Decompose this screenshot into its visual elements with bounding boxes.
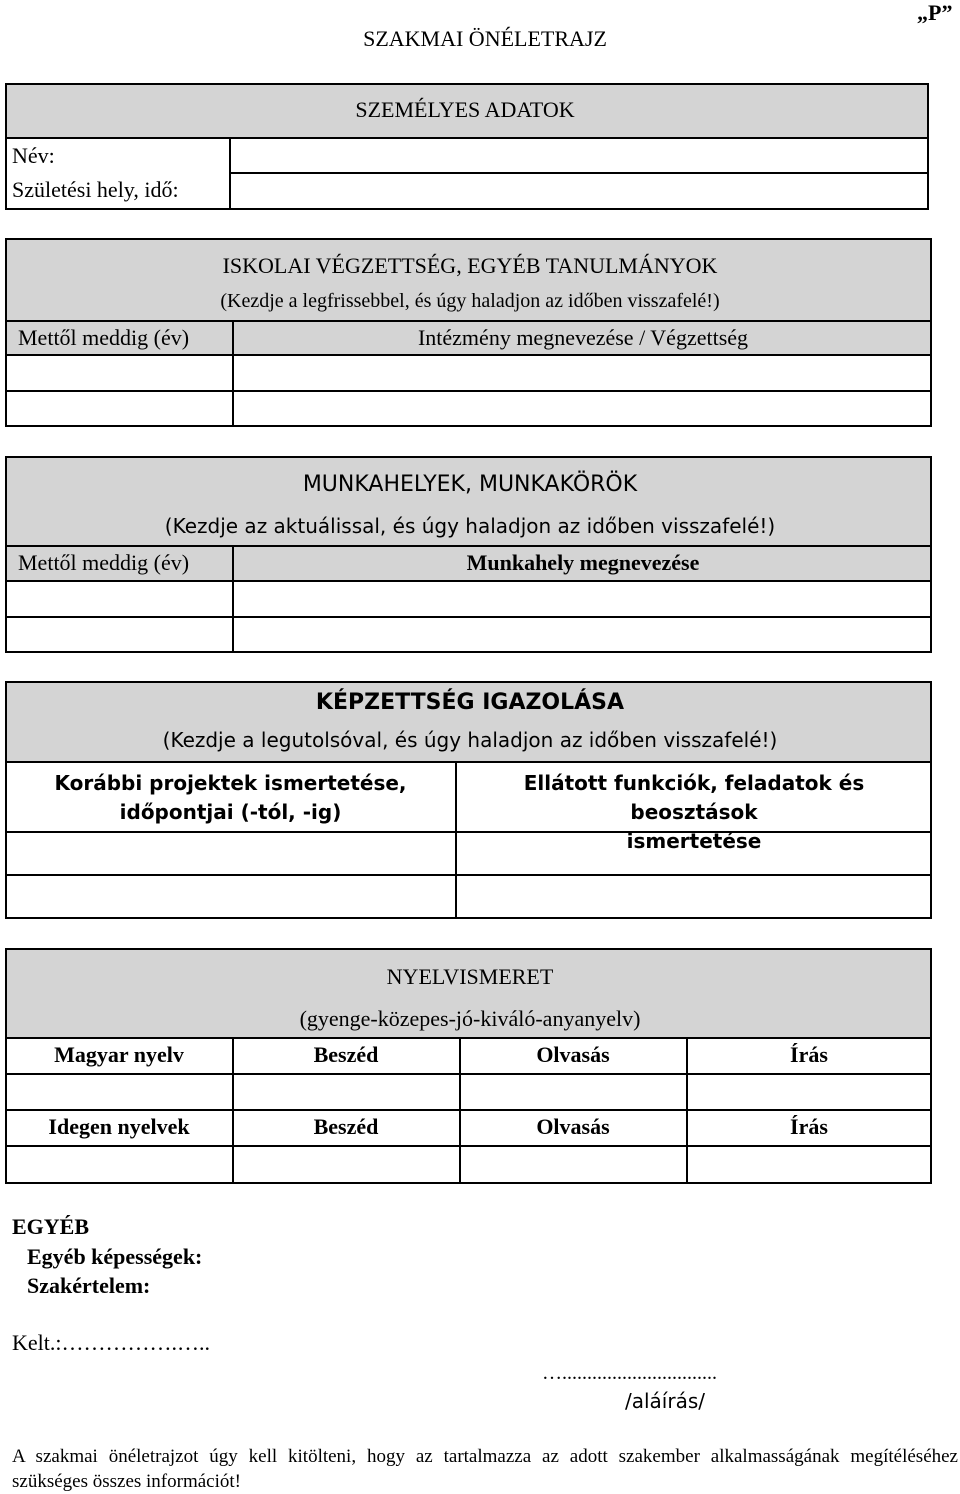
birth-field[interactable]: [233, 175, 925, 206]
jobs-header-line: [7, 545, 930, 547]
jobs-row-1-period-cell[interactable]: [7, 582, 231, 615]
form-code-mark: „P”: [917, 0, 953, 25]
qualification-note: (Kezdje a legutolsóval, és úgy haladjon az időben visszafelé!): [162, 728, 778, 752]
document-title: SZAKMAI ÖNÉLETRAJZ: [363, 26, 607, 51]
education-row-2-institution-cell[interactable]: [235, 392, 930, 425]
foreign-reading-cell[interactable]: [461, 1147, 685, 1182]
language-heading: NYELVISMERET: [386, 964, 554, 989]
qualification-row-2-projects-cell[interactable]: [7, 876, 454, 917]
jobs-header-divider: [232, 545, 234, 582]
foreign-writing-label: Írás: [790, 1114, 828, 1139]
qualification-row-2-functions-cell[interactable]: [458, 876, 930, 917]
qualification-col-functions-line2: ismertetése: [626, 829, 762, 853]
qualification-col-functions-line1: Ellátott funkciók, feladatok és beosztások: [523, 771, 865, 824]
qualification-col-projects-line1: Korábbi projektek ismertetése,: [54, 771, 407, 795]
foreign-reading-label: Olvasás: [536, 1114, 610, 1139]
qualification-heading: KÉPZETTSÉG IGAZOLÁSA: [315, 690, 625, 715]
education-header-line: [7, 320, 930, 322]
footer-note: A szakmai önéletrajzot úgy kell kitölteni, hogy az tartalmazza az adott szakember alkalmasságának megítéléséhez szükséges összes információt!: [12, 1446, 958, 1492]
qualification-col-projects: [8, 769, 453, 827]
jobs-row-2-workplace-cell[interactable]: [235, 618, 930, 651]
native-language-cell[interactable]: [7, 1075, 231, 1108]
jobs-col-workplace: Munkahely megnevezése: [466, 550, 700, 575]
foreign-writing-cell[interactable]: [688, 1147, 930, 1182]
native-reading-cell[interactable]: [461, 1075, 685, 1108]
native-speech-cell[interactable]: [234, 1075, 458, 1108]
foreign-speech-label: Beszéd: [313, 1114, 379, 1139]
education-note: (Kezdje a legfrissebbel, és úgy haladjon az időben visszafelé!): [220, 290, 720, 312]
education-row-1-institution-cell[interactable]: [235, 356, 930, 389]
education-row-1-period-cell[interactable]: [7, 356, 231, 389]
foreign-language-cell[interactable]: [7, 1147, 231, 1182]
native-reading-label: Olvasás: [536, 1042, 610, 1067]
native-speech-label: Beszéd: [313, 1042, 379, 1067]
native-writing-cell[interactable]: [688, 1075, 930, 1108]
place-date-field: Kelt.:…………….…..: [12, 1330, 210, 1355]
other-heading: EGYÉB: [12, 1214, 90, 1239]
qualification-col-divider: [455, 763, 457, 917]
qualification-row-1-functions-cell[interactable]: [458, 833, 930, 873]
foreign-speech-cell[interactable]: [234, 1147, 458, 1182]
qualification-row-1-projects-cell[interactable]: [7, 833, 454, 873]
personal-heading: SZEMÉLYES ADATOK: [355, 97, 575, 122]
education-heading: ISKOLAI VÉGZETTSÉG, EGYÉB TANULMÁNYOK: [222, 253, 718, 278]
name-label: Név:: [12, 143, 55, 168]
language-note: (gyenge-közepes-jó-kiváló-anyanyelv): [299, 1006, 641, 1031]
personal-row-divider: [231, 172, 927, 174]
education-col-period: Mettől meddig (év): [18, 325, 190, 350]
birth-label: Születési hely, idő:: [12, 177, 179, 202]
education-col-institution: Intézmény megnevezése / Végzettség: [417, 325, 749, 350]
jobs-row-1-workplace-cell[interactable]: [235, 582, 930, 615]
language-line-2: [7, 1109, 930, 1111]
education-header-divider: [232, 320, 234, 356]
foreign-language-label: Idegen nyelvek: [48, 1114, 190, 1139]
jobs-heading: MUNKAHELYEK, MUNKAKÖRÖK: [302, 472, 638, 497]
education-row-2-period-cell[interactable]: [7, 392, 231, 425]
jobs-row-2-period-cell[interactable]: [7, 618, 231, 651]
other-expertise-label: Szakértelem:: [27, 1273, 151, 1298]
name-field[interactable]: [233, 141, 925, 171]
signature-line: …...............................: [542, 1362, 717, 1384]
native-writing-label: Írás: [790, 1042, 828, 1067]
jobs-col-period: Mettől meddig (év): [18, 550, 190, 575]
signature-label: /aláírás/: [625, 1389, 705, 1413]
jobs-note: (Kezdje az aktuálissal, és úgy haladjon az időben visszafelé!): [164, 514, 776, 538]
native-language-label: Magyar nyelv: [54, 1042, 184, 1067]
qualification-col-projects-line2: időpontjai (-tól, -ig): [119, 800, 342, 824]
other-skills-label: Egyéb képességek:: [27, 1244, 203, 1269]
